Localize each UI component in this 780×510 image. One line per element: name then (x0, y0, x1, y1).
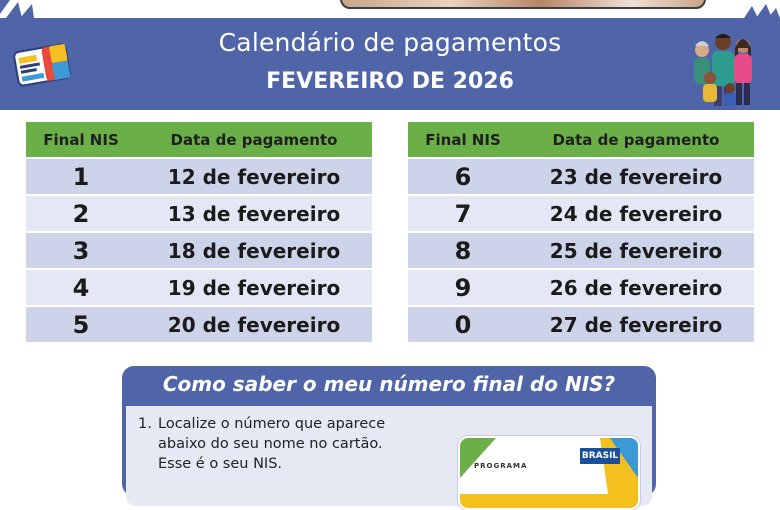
info-panel (126, 406, 652, 506)
table-row (26, 269, 372, 306)
column-header-date: Data de pagamento (518, 122, 754, 158)
table-row (26, 158, 372, 195)
payment-table-right (408, 122, 754, 344)
payment-date-cell: 27 de fevereiro (518, 306, 754, 343)
column-header-nis: Final NIS (408, 122, 518, 158)
nis-final-cell: 9 (408, 269, 518, 306)
payment-date-cell: 25 de fevereiro (518, 232, 754, 269)
payment-table-left (26, 122, 372, 344)
step-line: Esse é o seu NIS. (158, 456, 283, 472)
table-row (408, 306, 754, 343)
decorative-triangles-icon (0, 0, 44, 18)
table-row (408, 195, 754, 232)
nis-final-cell: 4 (26, 269, 136, 306)
payment-date-cell: 24 de fevereiro (518, 195, 754, 232)
table-row (408, 232, 754, 269)
page-header (0, 18, 780, 110)
payment-date-cell: 20 de fevereiro (136, 306, 372, 343)
step-text (158, 414, 385, 474)
column-header-nis: Final NIS (26, 122, 136, 158)
payment-date-cell: 18 de fevereiro (136, 232, 372, 269)
nis-final-cell: 2 (26, 195, 136, 232)
step-line: Localize o número que aparece (158, 416, 386, 432)
card-program-label: PROGRAMA (474, 462, 528, 470)
nis-final-cell: 6 (408, 158, 518, 195)
step-line: abaixo do seu nome no cartão. (158, 436, 383, 452)
card-brand-label: BRASIL (580, 448, 620, 464)
step-number: 1. (138, 416, 152, 432)
family-icon (690, 28, 756, 106)
table-row (26, 195, 372, 232)
page-title: Calendário de pagamentos (218, 28, 562, 57)
nis-final-cell: 8 (408, 232, 518, 269)
info-title: Como saber o meu número final do NIS? (162, 372, 616, 396)
table-row (408, 158, 754, 195)
top-strip (0, 0, 780, 18)
table-row (26, 232, 372, 269)
decorative-triangles-icon (738, 0, 780, 18)
nis-final-cell: 1 (26, 158, 136, 195)
nis-final-cell: 0 (408, 306, 518, 343)
payment-date-cell: 23 de fevereiro (518, 158, 754, 195)
instruction-step (138, 414, 428, 474)
table-row (408, 269, 754, 306)
column-header-date: Data de pagamento (136, 122, 372, 158)
nis-final-cell: 3 (26, 232, 136, 269)
payment-date-cell: 12 de fevereiro (136, 158, 372, 195)
photo-strip (340, 0, 706, 9)
table-header-row (408, 122, 754, 158)
page-subtitle: FEVEREIRO DE 2026 (266, 69, 514, 94)
payment-date-cell: 26 de fevereiro (518, 269, 754, 306)
payment-date-cell: 13 de fevereiro (136, 195, 372, 232)
bolsa-familia-card-image (458, 436, 640, 510)
nis-info-box (122, 366, 656, 496)
payment-date-cell: 19 de fevereiro (136, 269, 372, 306)
nis-final-cell: 7 (408, 195, 518, 232)
table-header-row (26, 122, 372, 158)
table-row (26, 306, 372, 343)
nis-final-cell: 5 (26, 306, 136, 343)
